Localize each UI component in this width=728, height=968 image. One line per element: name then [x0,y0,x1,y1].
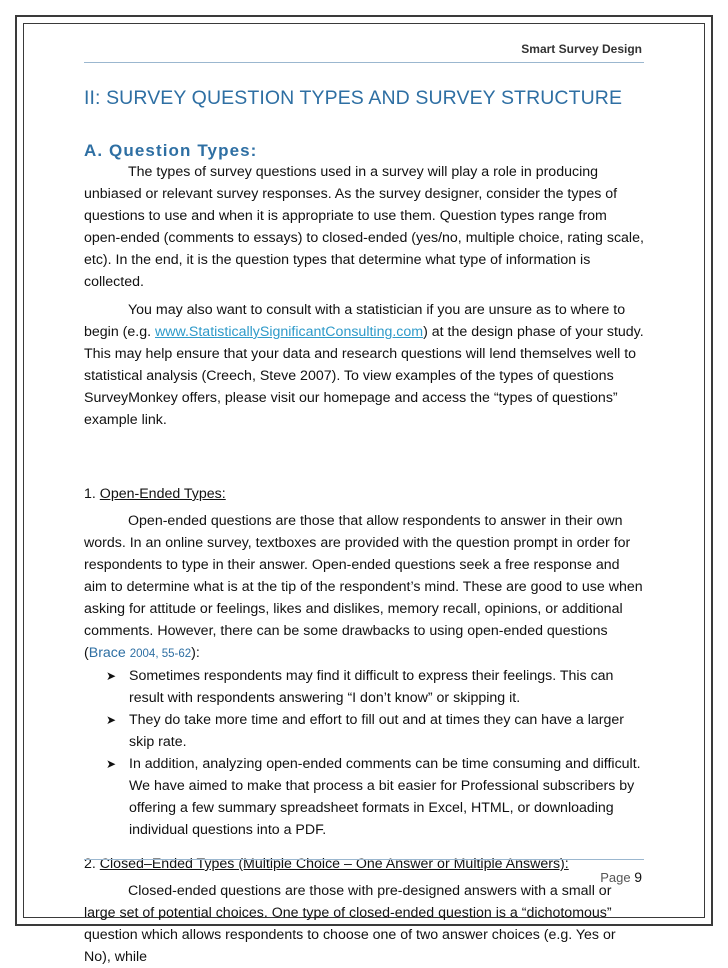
open-ended-paragraph [84,510,646,665]
paragraph-2-text-end: ) at the design phase of your study. This may help ensure that your data and research questions will lend themselves well to statistical analysis (Creech, Steve 2007). To view examples of the types of questions SurveyMonkey offers, please visit our homepage and access the “types of questions” example link. [84,324,644,428]
footer-divider [84,859,644,860]
closed-ended-title: Closed–Ended Types (Multiple Choice – One Answer or Multiple Answers): [99,856,569,872]
citation-author: Brace [88,645,126,661]
subsection-a-title: A. Question Types: [84,141,258,160]
running-header: Smart Survey Design [521,42,642,56]
open-ended-heading [84,483,646,505]
drawbacks-list [84,665,646,841]
question-types-paragraph-1: The types of survey questions used in a survey will play a role in producing unbiased or relevant survey responses. As the survey designer, consider the types of questions to use and when it is appropriate to use them. Question types range from open-ended (comments to essays) to closed-ended (yes/no, multiple choice, rating scale, etc). In the end, it is the question types that determine what type of information is collected. [84,164,644,290]
arrow-bullet-icon: ➤ [106,669,117,683]
consulting-link[interactable]: www.StatisticallySignificantConsulting.com [155,324,424,340]
page-body [84,86,646,968]
bullet-text: They do take more time and effort to fill out and at times they can have a larger skip rate. [129,712,624,750]
bullet-text: In addition, analyzing open-ended comments can be time consuming and difficult. We have aimed to make that process a bit easier for Professional subscribers by offering a few summary spreadsheet formats in Excel, HTML, or downloading individual questions into a PDF. [129,756,641,838]
list-item [106,753,646,841]
open-ended-paragraph-end: ): [191,645,200,661]
section-title: II: SURVEY QUESTION TYPES AND SURVEY STRUCTURE [84,87,623,109]
page-number [600,869,642,885]
page-label: Page [600,870,631,885]
closed-ended-number: 2. [84,856,100,872]
arrow-bullet-icon: ➤ [106,757,117,771]
arrow-bullet-icon: ➤ [106,713,117,727]
header-divider [84,62,644,63]
open-ended-paragraph-text: Open-ended questions are those that allow respondents to answer in their own words. In an online survey, textboxes are provided with the question prompt in order for respondents to type in their answer. Open-ended questions seek a free response and aim to determine what is at the tip of the respondent’s mind. These are good to use when asking for attitude or feelings, likes and dislikes, memory recall, opinions, or additional comments. However, there can be some drawbacks to using open-ended questions ( [84,513,643,661]
citation-detail: 2004, 55-62 [129,648,192,660]
closed-ended-heading [84,853,646,875]
bullet-text: Sometimes respondents may find it difficult to express their feelings. This can result with respondents answering “I don’t know” or skipping it. [129,668,614,706]
question-types-paragraph-2 [84,299,646,431]
closed-ended-paragraph: Closed-ended questions are those with pre-designed answers with a small or large set of potential choices. One type of closed-ended question is a “dichotomous” question which allows respondents to choose one of two answer choices (e.g. Yes or No), while [84,883,616,965]
open-ended-title: Open-Ended Types: [99,486,226,502]
paragraph-2-text-start: You may also want to consult with a statistician if you are unsure as to where to begin (e.g. [84,302,626,340]
page-number-value: 9 [634,869,642,885]
list-item [106,665,646,709]
open-ended-number: 1. [84,486,100,502]
list-item [106,709,646,753]
